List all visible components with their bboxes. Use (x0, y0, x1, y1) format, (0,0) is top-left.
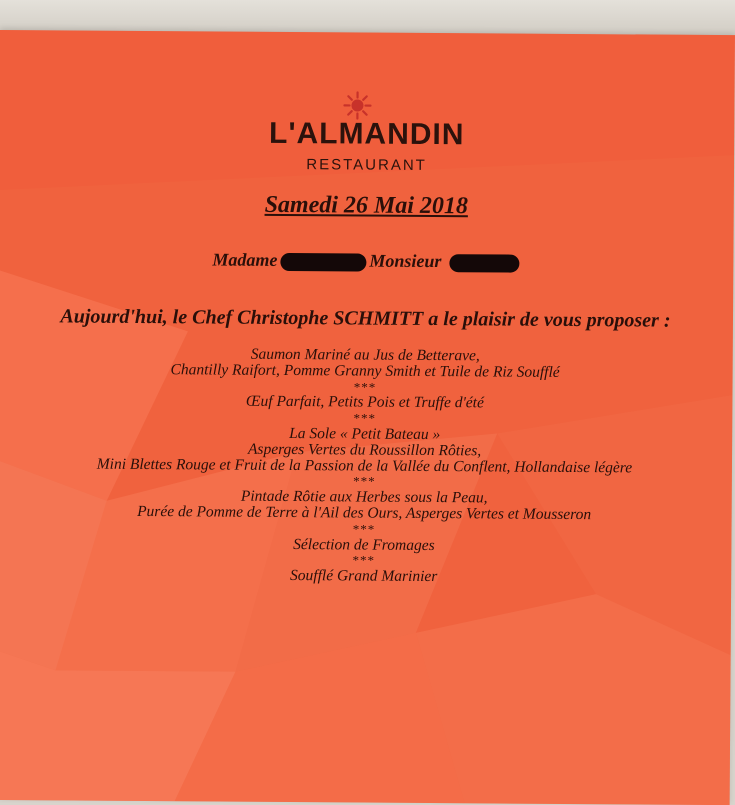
course-3-line-3: Mini Blettes Rouge et Fruit de la Passion de la Vallée du Conflent, Hollandaise légère (0, 456, 732, 477)
guest-title-monsieur: Monsieur (369, 251, 441, 272)
restaurant-name: L'ALMANDIN (0, 115, 734, 154)
course-1-line-2: Chantilly Raifort, Pomme Granny Smith et Tuile de Riz Soufflé (0, 361, 733, 382)
guest-line (0, 248, 733, 274)
course-2-line-1: Œuf Parfait, Petits Pois et Truffe d'été (0, 392, 732, 413)
restaurant-subtitle: RESTAURANT (0, 154, 734, 176)
course-4-line-1: Pintade Rôtie aux Herbes sous la Peau, (0, 487, 732, 508)
redacted-name-1 (280, 253, 366, 272)
course-4-line-2: Purée de Pomme de Terre à l'Ail des Ours, Asperges Vertes et Mousseron (0, 503, 732, 524)
course-separator: *** (0, 408, 732, 429)
course-separator: *** (0, 471, 732, 492)
course-6-line-1: Soufflé Grand Marinier (0, 566, 731, 587)
redacted-name-2 (449, 254, 519, 272)
menu-date: Samedi 26 Mai 2018 (0, 190, 734, 222)
course-list (0, 345, 733, 587)
course-5-line-1: Sélection de Fromages (0, 535, 731, 556)
sun-emblem-icon (342, 90, 372, 120)
course-3-line-1: La Sole « Petit Bateau » (0, 424, 732, 445)
course-separator: *** (0, 377, 733, 398)
course-separator: *** (0, 550, 731, 571)
guest-title-madame: Madame (212, 249, 277, 269)
menu-sheet (0, 30, 735, 805)
course-1-line-1: Saumon Mariné au Jus de Betterave, (0, 345, 733, 366)
course-separator: *** (0, 519, 732, 540)
chef-intro: Aujourd'hui, le Chef Christophe SCHMITT a le plaisir de vous proposer : (0, 305, 733, 333)
course-3-line-2: Asperges Vertes du Roussillon Rôties, (0, 440, 732, 461)
menu-content (0, 30, 735, 805)
